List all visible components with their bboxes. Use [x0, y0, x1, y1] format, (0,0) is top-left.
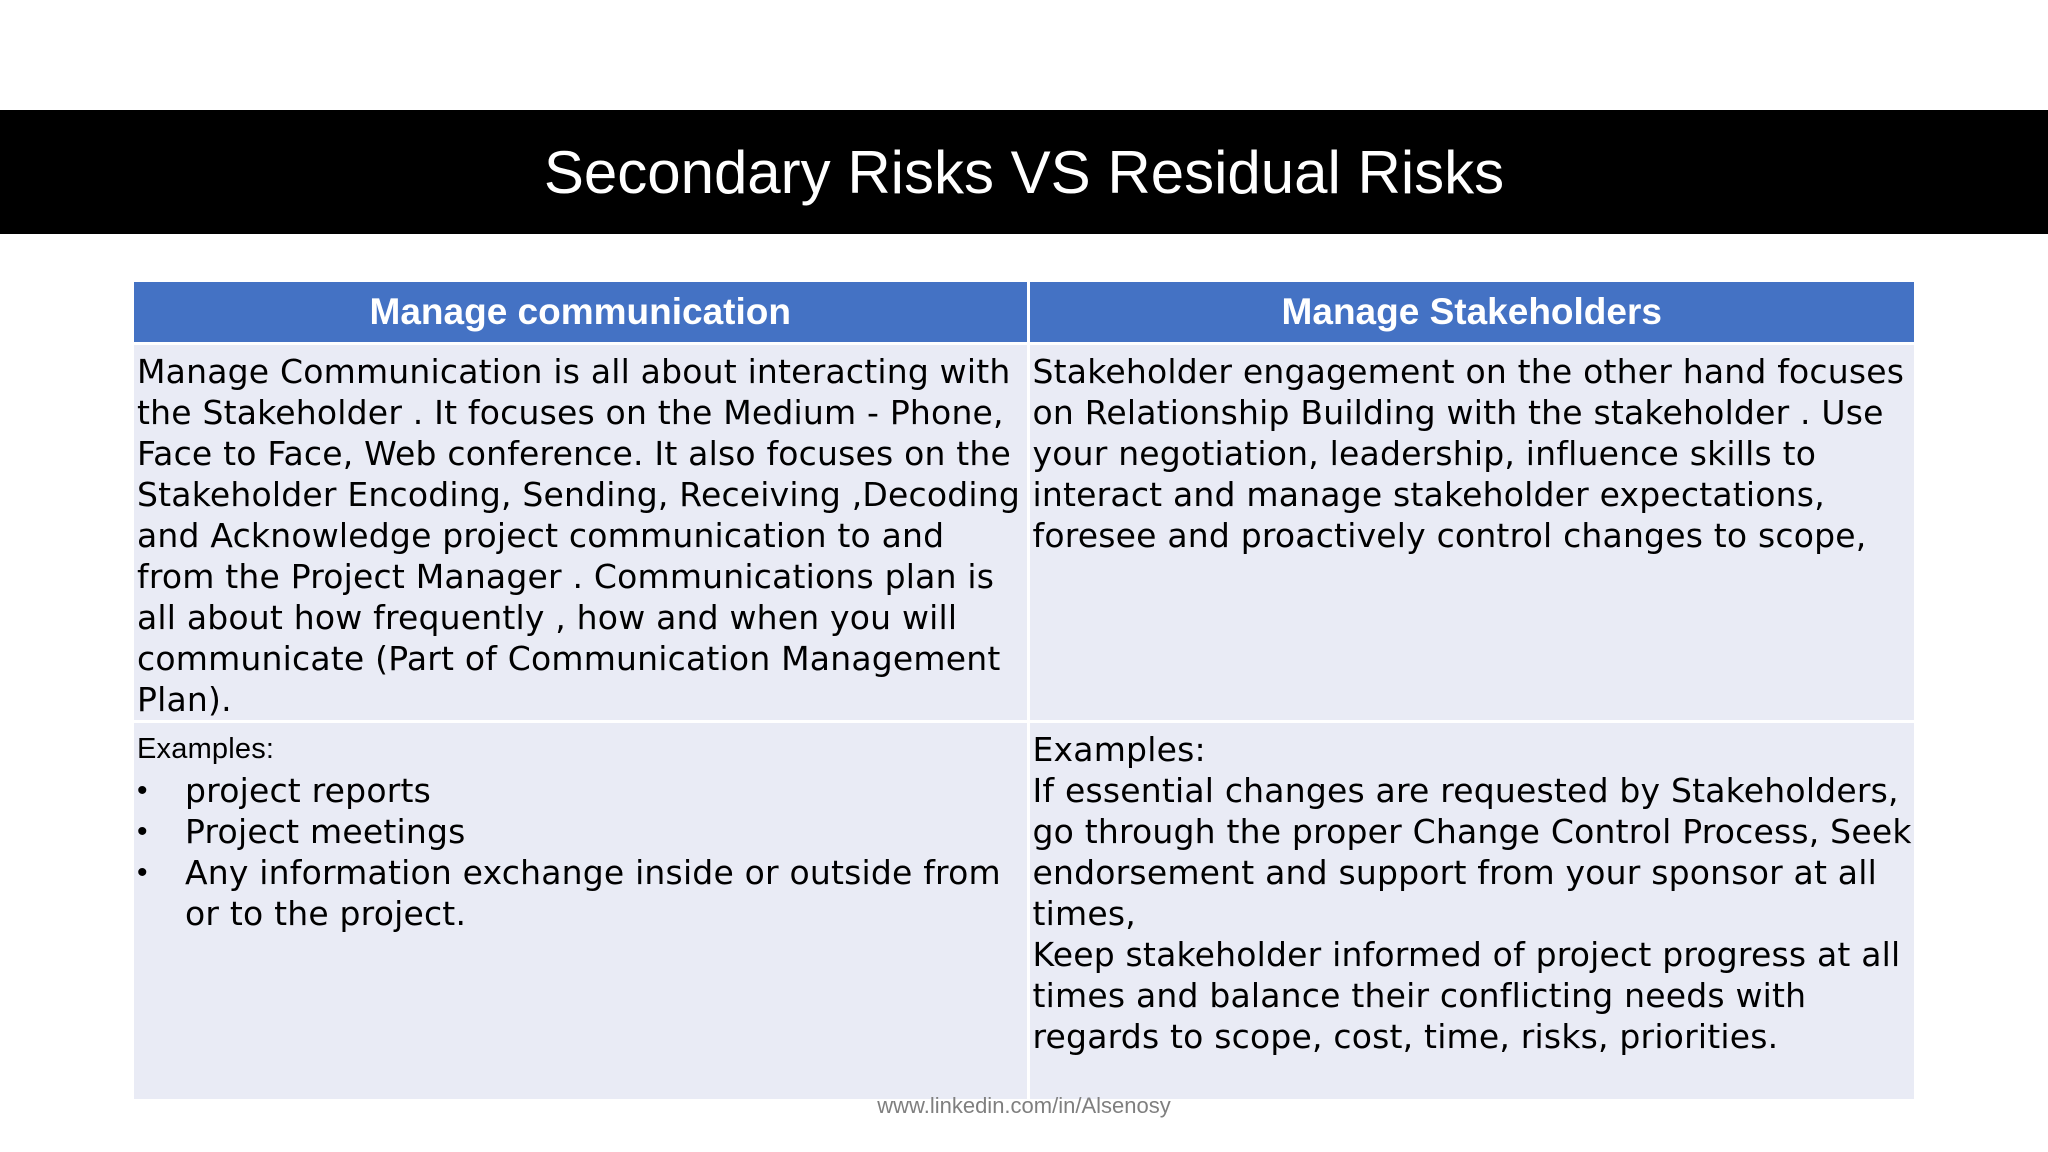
bullet-icon: • — [137, 774, 148, 807]
stakeholders-example-paragraph: If essential changes are requested by Stakeholders, go through the proper Change Control Process, Seek endorsement and support from your sponsor at all times, — [1032, 771, 1912, 933]
cell-communication-examples — [134, 722, 1028, 1101]
list-item-text: project reports — [185, 771, 432, 810]
comparison-table — [134, 282, 1914, 1102]
title-bar — [0, 110, 2048, 234]
cell-stakeholders-examples — [1028, 722, 1914, 1101]
communication-examples-list — [137, 770, 1025, 934]
list-item — [137, 770, 1025, 811]
list-item — [137, 811, 1025, 852]
table-row-examples — [134, 722, 1914, 1101]
list-item-text: Any information exchange inside or outside from or to the project. — [185, 853, 1001, 933]
communication-examples-label: Examples: — [137, 733, 275, 765]
bullet-icon: • — [137, 856, 148, 889]
footer-faded-line — [0, 1076, 2048, 1090]
footer-link: www.linkedin.com/in/Alsenosy — [877, 1093, 1171, 1118]
slide-title: Secondary Risks VS Residual Risks — [543, 138, 1505, 206]
comparison-table-container — [134, 282, 1914, 1102]
table-row-description — [134, 344, 1914, 722]
cell-communication-description: Manage Communication is all about interacting with the Stakeholder . It focuses on the Medium - Phone, Face to Face, Web conference. It also focuses on the Stakeholder Encoding, Sending, Receiving ,Decoding and Acknowledge project communication to and from the Project Manager . Communications plan is all about how frequently , how and when you will communicate (Part of Communication Management Plan). — [134, 344, 1028, 722]
bullet-icon: • — [137, 815, 148, 848]
list-item-text: Project meetings — [185, 812, 466, 851]
list-item — [137, 852, 1025, 934]
header-manage-stakeholders: Manage Stakeholders — [1028, 282, 1914, 344]
stakeholders-example-paragraph: Keep stakeholder informed of project progress at all times and balance their conflicting needs with regards to scope, cost, time, risks, priorities. — [1032, 935, 1901, 1056]
stakeholders-examples-label: Examples: — [1032, 730, 1206, 769]
table-header-row — [134, 282, 1914, 344]
header-manage-communication: Manage communication — [134, 282, 1028, 344]
cell-stakeholders-description: Stakeholder engagement on the other hand focuses on Relationship Building with the stakeholder . Use your negotiation, leadership, influence skills to interact and manage stakeholder expectations, foresee and proactively control changes to scope, — [1028, 344, 1914, 722]
